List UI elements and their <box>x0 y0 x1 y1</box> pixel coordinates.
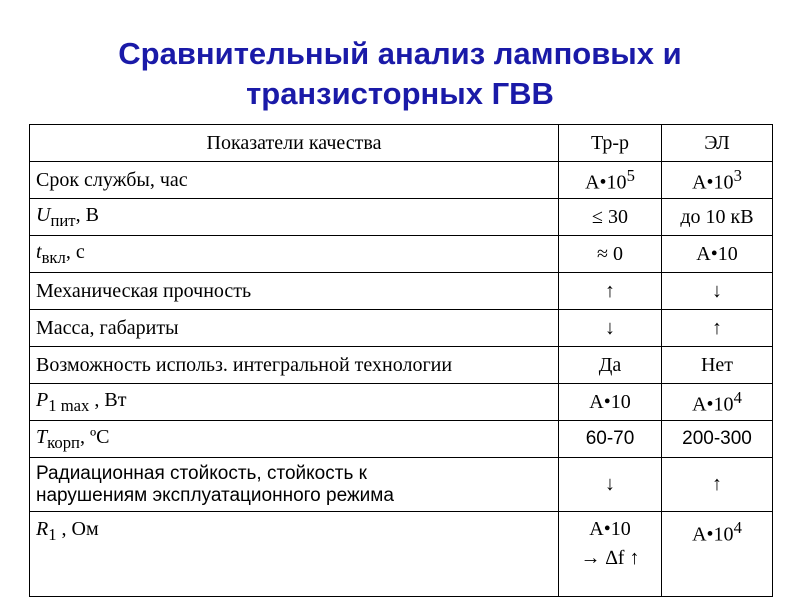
table-row <box>30 458 773 512</box>
comparison-table <box>29 124 773 597</box>
header-transistor: Тр-р <box>559 125 662 162</box>
cell-transistor: А•10 <box>559 384 662 421</box>
table-header-row <box>30 125 773 162</box>
table-row <box>30 162 773 199</box>
cell-transistor: ≈ 0 <box>559 236 662 273</box>
table-row <box>30 347 773 384</box>
frequency-arrow-note: → ∆f ↑ <box>580 547 640 569</box>
cell-tube: $А•10^4$ <box>662 384 773 421</box>
row-label: Срок службы, час <box>30 162 559 199</box>
arrow-down-icon: ↓ <box>559 310 662 347</box>
header-quality-indicators: Показатели качества <box>30 125 559 162</box>
row-label: $U_{пит}$, В <box>30 199 559 236</box>
table-row <box>30 512 773 597</box>
cell-tube: $А•10^3$ <box>662 162 773 199</box>
cell-transistor: ≤ 30 <box>559 199 662 236</box>
table-row <box>30 236 773 273</box>
cell-transistor: А•10 → ∆f ↑ <box>559 512 662 597</box>
table-row <box>30 199 773 236</box>
row-label: Масса, габариты <box>30 310 559 347</box>
title-line-1: Сравнительный анализ ламповых и <box>118 36 682 71</box>
arrow-up-icon: ↑ <box>662 458 773 512</box>
title-line-2: транзисторных ГВВ <box>246 76 554 111</box>
row-label: Механическая прочность <box>30 273 559 310</box>
cell-transistor: $А•10^5$ <box>559 162 662 199</box>
cell-tube: до 10 кВ <box>662 199 773 236</box>
table-row <box>30 384 773 421</box>
table-row <box>30 421 773 458</box>
arrow-up-icon: ↑ <box>559 273 662 310</box>
cell-tube: А•10 <box>662 236 773 273</box>
row-label: $R_1$ , Ом <box>30 512 559 597</box>
table-row <box>30 273 773 310</box>
row-label: Возможность использ. интегральной технологии <box>30 347 559 384</box>
row-label: $T_{корп}$, ºС <box>30 421 559 458</box>
row-label: $t_{вкл}$, с <box>30 236 559 273</box>
cell-transistor: 60-70 <box>559 421 662 458</box>
row-label: Радиационная стойкость, стойкость к нарушениям эксплуатационного режима <box>30 458 559 512</box>
header-tube: ЭЛ <box>662 125 773 162</box>
arrow-down-icon: ↓ <box>662 273 773 310</box>
cell-tube: Нет <box>662 347 773 384</box>
arrow-up-icon: ↑ <box>662 310 773 347</box>
arrow-down-icon: ↓ <box>559 458 662 512</box>
cell-tube: 200-300 <box>662 421 773 458</box>
row-label: $P_{1 max}$ , Вт <box>30 384 559 421</box>
cell-tube: $А•10^4$ <box>662 512 773 597</box>
cell-transistor: Да <box>559 347 662 384</box>
table-row <box>30 310 773 347</box>
page-title <box>0 34 800 114</box>
